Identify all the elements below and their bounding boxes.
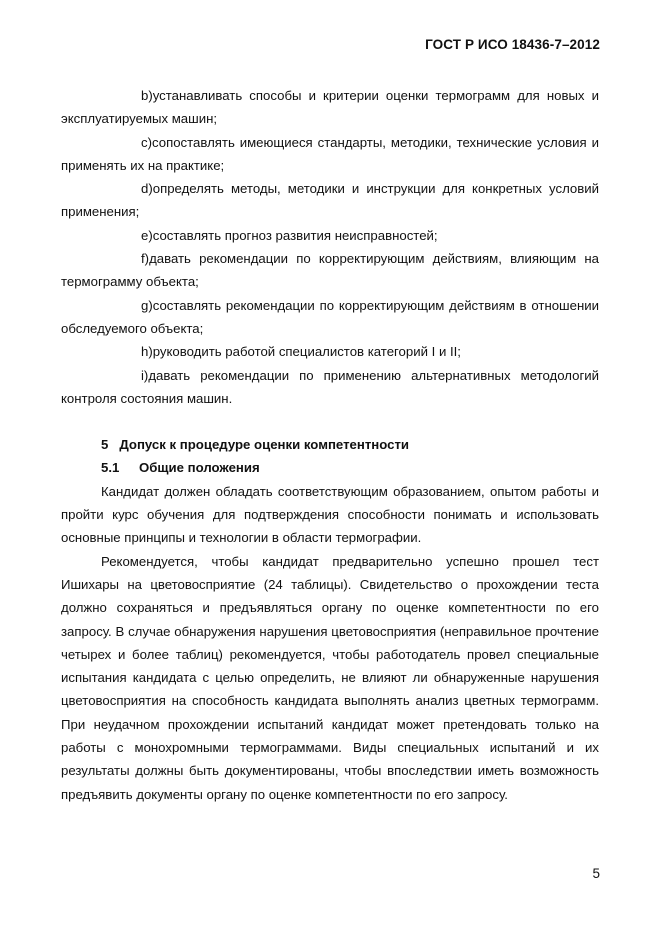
list-item-g xyxy=(61,294,599,341)
list-item-label: f) xyxy=(141,251,150,267)
list-item-text: руководить работой специалистов категорий I и II; xyxy=(152,344,461,360)
subsection-number: 5.1 xyxy=(101,460,120,476)
section-number: 5 xyxy=(101,437,109,453)
list-item-label: h) xyxy=(141,344,153,360)
list-item-b xyxy=(61,84,599,131)
list-item-e xyxy=(61,224,599,247)
list-item-label: i) xyxy=(141,367,149,383)
body-paragraph: Рекомендуется, чтобы кандидат предварительно успешно прошел тест Ишихары на цветовосприятие (24 таблицы). Свидетельство о прохождении теста должно сохраняться и предъявляться органу по оценке компетентности по его запросу. В случае обнаружения нарушения цветовосприятия (неправильное прочтение четырех и более таблиц) рекомендуется, чтобы работодатель провел специальные испытания кандидата с целью определить, не влияют ли обнаруженные нарушения цветовосприятия на способность кандидата выполнять анализ цветных термограмм. При неудачном прохождении испытаний кандидат может претендовать только на работы с монохромными термограммами. Виды специальных испытаний и их результаты должны быть документированы, чтобы впоследствии иметь возможность предъявить документы органу по оценке компетентности по его запросу. xyxy=(61,553,599,802)
list-item-c xyxy=(61,131,599,178)
list-item-text: составлять рекомендации по корректирующим действиям в отношении обследуемого объекта; xyxy=(61,297,599,336)
list-item-i xyxy=(61,364,599,411)
list-item-label: c) xyxy=(141,134,152,150)
section-heading xyxy=(61,433,599,456)
document-header: ГОСТ Р ИСО 18436-7–2012 xyxy=(425,37,600,52)
list-item-text: определять методы, методики и инструкции для конкретных условий применения; xyxy=(61,181,599,220)
list-item-label: d) xyxy=(141,181,153,197)
page-number: 5 xyxy=(592,866,600,881)
list-item-label: g) xyxy=(141,297,153,313)
list-item-d xyxy=(61,177,599,224)
list-item-text: давать рекомендации по применению альтернативных методологий контроля состояния машин. xyxy=(61,367,599,406)
list-item-text: давать рекомендации по корректирующим действиям, влияющим на термограмму объекта; xyxy=(61,251,599,290)
list-item-text: устанавливать способы и критерии оценки термограмм для новых и эксплуатируемых машин; xyxy=(61,88,599,127)
list-item-text: составлять прогноз развития неисправностей; xyxy=(152,227,438,243)
list-item-label: b) xyxy=(141,88,153,103)
list-item-h xyxy=(61,340,599,363)
section-title: Допуск к процедуре оценки компетентности xyxy=(119,437,410,453)
subsection-title: Общие положения xyxy=(139,460,260,476)
page-content xyxy=(61,84,599,806)
list-item-f xyxy=(61,247,599,294)
list-item-label: e) xyxy=(141,227,153,243)
body-paragraph: Кандидат должен обладать соответствующим образованием, опытом работы и пройти курс обучения для подтверждения способности понимать и использовать основные принципы и технологии в области термографии. xyxy=(61,483,599,546)
subsection-heading xyxy=(61,456,599,479)
list-item-text: сопоставлять имеющиеся стандарты, методики, технические условия и применять их на практике; xyxy=(61,134,599,173)
